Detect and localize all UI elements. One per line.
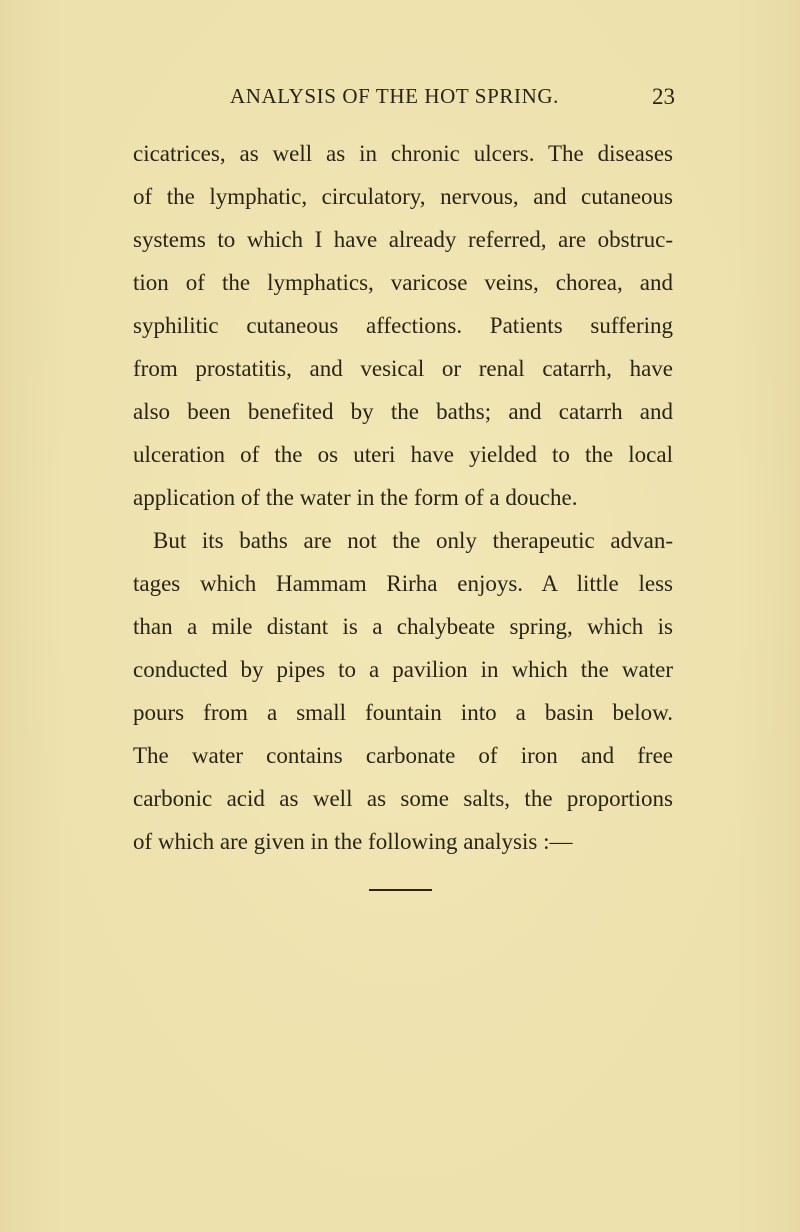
page-header xyxy=(230,84,675,114)
running-head: ANALYSIS OF THE HOT SPRING. xyxy=(230,84,559,108)
text-line: But its baths are not the only therapeutic advan- xyxy=(153,528,673,553)
text-line: of which are given in the following analysis :— xyxy=(133,829,573,854)
text-line: also been benefited by the baths; and catarrh and xyxy=(133,399,673,424)
text-line: cicatrices, as well as in chronic ulcers. The diseases xyxy=(133,141,673,166)
text-line: syphilitic cutaneous affections. Patients suffering xyxy=(133,313,673,338)
text-line: tion of the lymphatics, varicose veins, chorea, and xyxy=(133,270,673,295)
text-line: than a mile distant is a chalybeate spring, which is xyxy=(133,614,673,639)
text-line: systems to which I have already referred, are obstruc- xyxy=(133,227,673,252)
text-line: carbonic acid as well as some salts, the proportions xyxy=(133,786,673,811)
text-line: ulceration of the os uteri have yielded to the local xyxy=(133,442,673,467)
text-line: of the lymphatic, circulatory, nervous, and cutaneous xyxy=(133,184,673,209)
text-line: conducted by pipes to a pavilion in which the water xyxy=(133,657,673,682)
section-rule xyxy=(369,889,432,891)
text-line: application of the water in the form of a douche. xyxy=(133,485,578,510)
text-line: pours from a small fountain into a basin below. xyxy=(133,700,673,725)
text-line: tages which Hammam Rirha enjoys. A little less xyxy=(133,571,673,596)
page-number: 23 xyxy=(652,84,675,109)
text-line: from prostatitis, and vesical or renal catarrh, have xyxy=(133,356,673,381)
body-text xyxy=(133,132,673,863)
text-line: The water contains carbonate of iron and free xyxy=(133,743,673,768)
